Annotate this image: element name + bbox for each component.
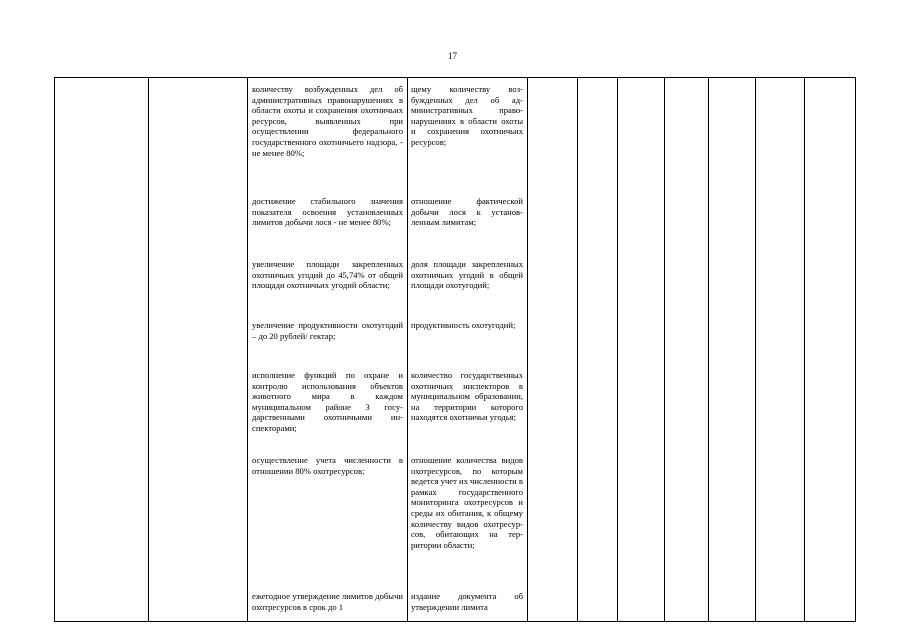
page-number: 17 — [448, 51, 457, 61]
goal-cell: исполнение функций по охране и контролю использования объектов животного мира в каждом муниципальном районе 3 государственными охотничьими инспекторами; — [252, 370, 403, 433]
indicator-cell: продуктивность охотугодий; — [411, 320, 516, 330]
indicator-cell: отношение количества видов охотресурсов, по которым ведется учет их численности в рамках государственного мониторинга охотресурсов и среды их обитания, к общему количеству видов охотресурсов, обитающих на территории области; — [411, 455, 523, 550]
indicator-cell: издание документа об утверждении лимита — [411, 591, 523, 612]
column-border — [664, 77, 665, 622]
indicator-cell: доля площади закрепленных охотничьих угодий в общей площади охотугодий; — [411, 259, 523, 291]
column-border — [527, 77, 528, 622]
column-border — [617, 77, 618, 622]
column-border — [804, 77, 805, 622]
column-border — [407, 77, 408, 622]
goal-cell: осуществление учета численности в отношении 80% охотресурсов; — [252, 455, 403, 476]
column-border — [54, 77, 55, 622]
column-border — [148, 77, 149, 622]
column-border — [855, 77, 856, 622]
indicator-cell: щему количеству возбужденных дел об административных правонарушениях в области охоты и сохранения охотничьих ресурсов; — [411, 84, 523, 147]
indicator-cell: отношение фактической добычи лося к установленным лимитам; — [411, 196, 523, 228]
goal-cell: ежегодное утверждение лимитов добычи охотресурсов в срок до 1 — [252, 591, 403, 612]
indicator-cell: количество государственных охотничьих инспекторов в муниципальном образовании, на территории которого находятся охотничьи угодья; — [411, 370, 523, 423]
column-border — [708, 77, 709, 622]
table-bottom-border — [54, 621, 855, 622]
column-border — [577, 77, 578, 622]
table-top-border — [54, 77, 855, 78]
goal-cell: достижение стабильного значения показателя освоения установленных лимитов добычи лося - не менее 80%; — [252, 196, 403, 228]
goal-cell: увеличение площади закрепленных охотничьих угодий до 45,74% от общей площади охотничьих угодий области; — [252, 259, 403, 291]
goal-cell: увеличение продуктивности охотугодий – до 20 рублей/ гектар; — [252, 320, 403, 341]
goal-cell: количеству возбужденных дел об административных правонарушениях в области охоты и сохранения охотничьих ресурсов, выявленных при осуществлении федерального государственного охотничьего надзора, - не менее 80%; — [252, 84, 403, 158]
column-border — [755, 77, 756, 622]
column-border — [247, 77, 248, 622]
